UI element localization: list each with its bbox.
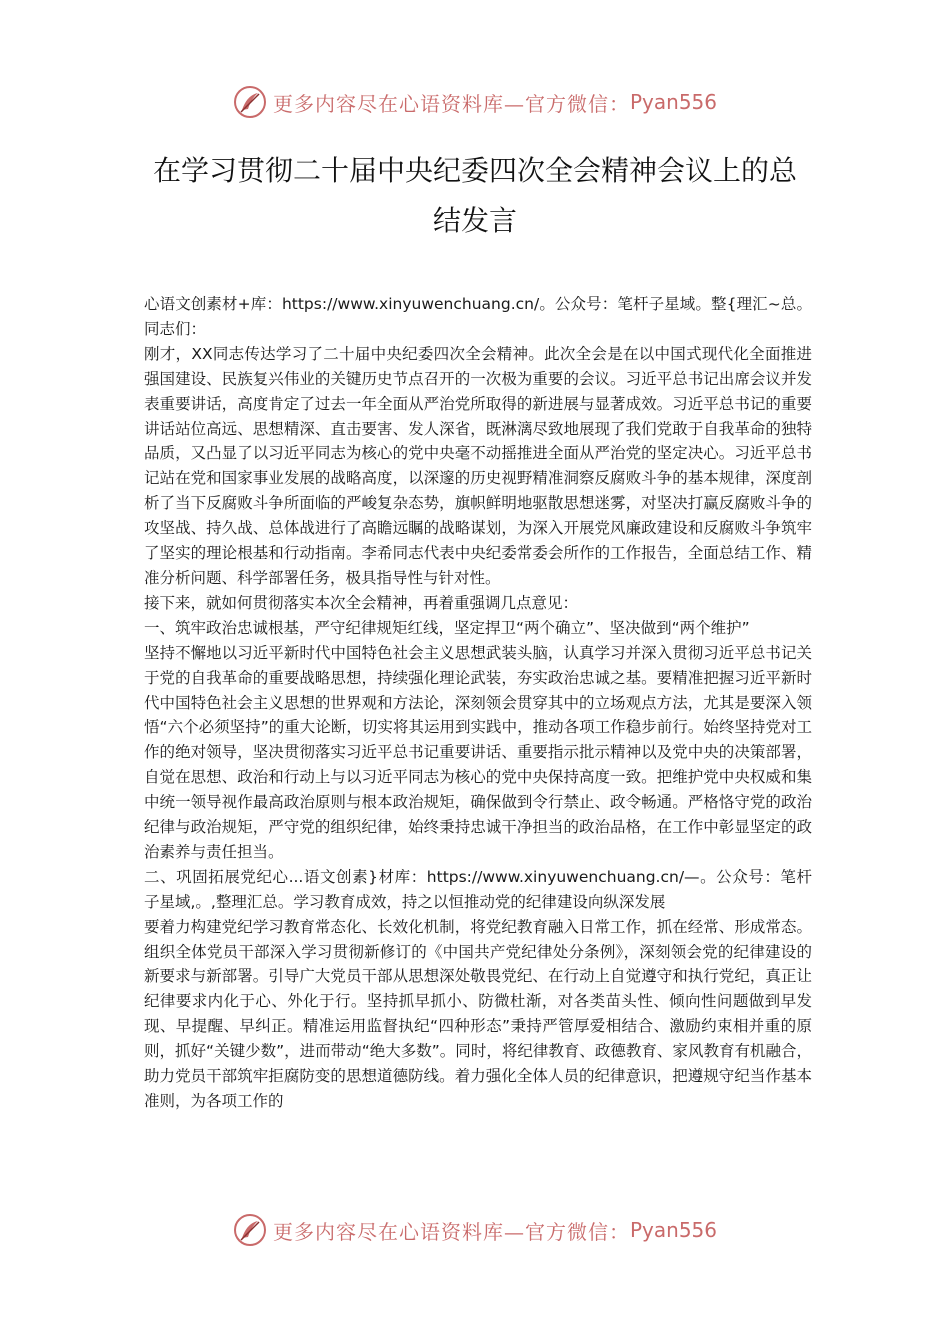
section-heading-2: 二、巩固拓展党纪心...语文创素}材库：https://www.xinyuwenchuang.cn/—。公众号：笔杆子星域,。,整理汇总。学习教育成效，持之以恒推动党的纪律建设向纵深发展 xyxy=(144,867,812,911)
section-heading-1: 一、筑牢政治忠诚根基，严守纪律规矩红线，坚定捍卫“两个确立”、坚决做到“两个维护” xyxy=(144,618,750,637)
paragraph-section-1: 坚持不懈地以习近平新时代中国特色社会主义思想武装头脑，认真学习并深入贯彻习近平总书记关于党的自我革命的重要战略思想，持续强化理论武装，夯实政治忠诚之基。要精准把握习近平新时代中国特色社会主义思想的世界观和方法论，深刻领会贯穿其中的立场观点方法，尤其是要深入领悟“六个必须坚持”的重大论断，切实将其运用到实践中，推动各项工作稳步前行。始终坚持党对工作的绝对领导，坚决贯彻落实习近平总书记重要讲话、重要指示批示精神以及党中央的决策部署，自觉在思想、政治和行动上与以习近平同志为核心的党中央保持高度一致。把维护党中央权威和集中统一领导视作最高政治原则与根本政治规矩，确保做到令行禁止、政令畅通。严格恪守党的政治纪律与政治规矩，严守党的组织纪律，始终秉持忠诚干净担当的政治品格，在工作中彰显坚定的政治素养与责任担当。 xyxy=(144,643,812,861)
banner-wechat-id: Pyan556 xyxy=(629,90,717,114)
paragraph-transition: 接下来，就如何贯彻落实本次全会精神，再着重强调几点意见： xyxy=(144,593,579,612)
banner-text: 更多内容尽在心语资料库—官方微信： xyxy=(272,1219,630,1244)
paragraph-section-2: 要着力构建党纪学习教育常态化、长效化机制，将党纪教育融入日常工作，抓在经常、形成常态。组织全体党员干部深入学习贯彻新修订的《中国共产党纪律处分条例》，深刻领会党的纪律建设的新要求与新部署。引导广大党员干部从思想深处敬畏党纪、在行动上自觉遵守和执行党纪，真正让纪律要求内化于心、外化于行。坚持抓早抓小、防微杜渐，对各类苗头性、倾向性问题做到早发现、早提醒、早纠正。精准运用监督执纪“四种形态”秉持严管厚爱相结合、激励约束相并重的原则，抓好“关键少数”，进而带动“绝大多数”。同时，将纪律教育、政德教育、家风教育有机融合，助力党员干部筑牢拒腐防变的思想道德防线。着力强化全体人员的纪律意识，把遵规守纪当作基本准则，为各项工作的 xyxy=(144,917,812,1110)
footer-banner xyxy=(0,1208,950,1252)
banner-wechat-id: Pyan556 xyxy=(629,1218,717,1242)
paragraph-intro: 心语文创素材+库：https://www.xinyuwenchuang.cn/。公众号：笔杆子星域。整{理汇~总。同志们： xyxy=(144,295,812,338)
paragraph-opening: 刚才，XX同志传达学习了二十届中央纪委四次全会精神。此次全会是在以中国式现代化全面推进强国建设、民族复兴伟业的关键历史节点召开的一次极为重要的会议。习近平总书记出席会议并发表重要讲话，高度肯定了过去一年全面从严治党所取得的新进展与显著成效。习近平总书记的重要讲话站位高远、思想精深、直击要害、发人深省，既淋漓尽致地展现了我们党敢于自我革命的独特品质，又凸显了以习近平同志为核心的党中央毫不动摇推进全面从严治党的坚定决心。习近平总书记站在党和国家事业发展的战略高度，以深邃的历史视野精准洞察反腐败斗争的基本规律，深度剖析了当下反腐败斗争所面临的严峻复杂态势，旗帜鲜明地驱散思想迷雾，对坚决打赢反腐败斗争的攻坚战、持久战、总体战进行了高瞻远瞩的战略谋划，为深入开展党风廉政建设和反腐败斗争筑牢了坚实的理论根基和行动指南。李希同志代表中央纪委常委会所作的工作报告，全面总结工作、精准分析问题、科学部署任务，极具指导性与针对性。 xyxy=(144,344,812,587)
document-title: 在学习贯彻二十届中央纪委四次全会精神会议上的总结发言 xyxy=(152,154,797,237)
banner-text: 更多内容尽在心语资料库—官方微信： xyxy=(272,91,630,116)
header-banner xyxy=(0,80,950,124)
brand-logo-icon xyxy=(233,1213,267,1247)
brand-logo-icon xyxy=(233,85,267,119)
document-body xyxy=(144,292,812,1114)
